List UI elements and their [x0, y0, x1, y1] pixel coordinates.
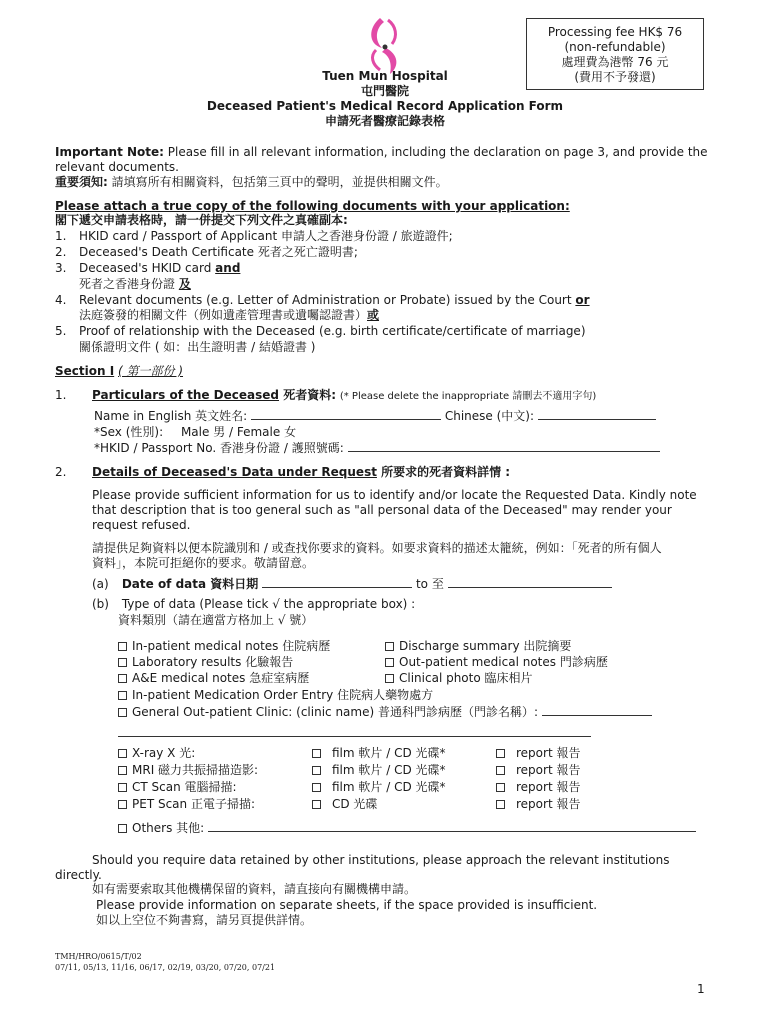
imaging-report-pet[interactable] — [496, 796, 580, 812]
hospital-name-zh: 屯門醫院 — [360, 84, 409, 98]
sex-label: *Sex (性別): — [94, 425, 164, 439]
imaging-film-xray[interactable] — [312, 745, 446, 761]
form-title-zh: 申請死者醫療記錄表格 — [324, 114, 445, 128]
imaging-film-label: film 軟片 / CD 光碟* — [332, 780, 446, 794]
closing-line-5: 如以上空位不夠書寫，請另頁提供詳情。 — [96, 913, 313, 927]
checkbox[interactable] — [118, 642, 127, 651]
type-option-label: A&E medical notes 急症室病歷 — [132, 671, 310, 685]
attach-heading-zh: 閣下遞交申請表格時，請一併提交下列文件之真確副本: — [55, 213, 348, 227]
type-option-gopc[interactable] — [118, 704, 652, 720]
attach-item-num: 5. — [55, 324, 67, 338]
checkbox[interactable] — [118, 674, 127, 683]
details-para-zh-1: 請提供足夠資料以便本院識別和 / 或查找你要求的資料。如要求資料的描述太籠統，例如：「死者的所有個人 — [92, 541, 662, 555]
section-1-label: Section I — [55, 364, 115, 378]
type-option-discharge[interactable] — [385, 638, 571, 654]
date-of-data-label: Date of data 資料日期 — [121, 577, 259, 591]
imaging-report-label: report 報告 — [516, 797, 581, 811]
name-en-label: Name in English 英文姓名: — [94, 409, 248, 423]
imaging-report-mri[interactable] — [496, 762, 580, 778]
important-note — [55, 144, 708, 160]
type-of-data-row — [92, 596, 415, 612]
type-option-outpatient[interactable] — [385, 654, 608, 670]
revision-dates: 07/11, 05/13, 11/16, 06/17, 02/19, 03/20, 07/20, 07/21 — [55, 963, 276, 972]
attach-item-text: Relevant documents (e.g. Letter of Administration or Probate) issued by the Court — [79, 293, 576, 307]
details-para-en-2: that description that is too general such as "all personal data of the Deceased" may render your — [92, 503, 672, 517]
attach-item-4 — [55, 292, 590, 308]
fee-line-3: 處理費為港幣 76 元 — [561, 55, 669, 69]
type-option-label: Out-patient medical notes 門診病歷 — [399, 655, 608, 669]
imaging-row-xray — [118, 745, 195, 761]
imaging-report-label: report 報告 — [516, 746, 581, 760]
name-en-field[interactable] — [251, 408, 441, 420]
clinic-name-field[interactable] — [542, 704, 652, 716]
details-title-en: Details of Deceased's Data under Request — [92, 465, 377, 479]
hkid-label: *HKID / Passport No. 香港身份證 / 護照號碼: — [94, 441, 344, 455]
fee-line-2: (non-refundable) — [564, 40, 666, 54]
attach-item-2 — [55, 244, 358, 260]
imaging-film-pet[interactable] — [312, 796, 377, 812]
closing-line-2: directly. — [55, 868, 102, 882]
imaging-label: MRI 磁力共振掃描造影: — [132, 763, 259, 777]
attach-item-text: Deceased's Death Certificate 死者之死亡證明書; — [79, 245, 358, 259]
imaging-row-pet — [118, 796, 255, 812]
attach-item-4-sub — [79, 307, 379, 323]
particulars-note: (* Please delete the inappropriate 請刪去不適用字句) — [339, 391, 597, 402]
form-code: TMH/HRO/0615/T/02 — [55, 952, 142, 961]
imaging-label: X-ray X 光: — [132, 746, 196, 760]
hkid-row — [94, 440, 660, 456]
particulars-title-zh: 死者資料: — [279, 388, 336, 402]
closing-line-1: Should you require data retained by other institutions, please approach the relevant institutions — [92, 853, 670, 867]
type-option-clinical-photo[interactable] — [385, 670, 533, 686]
checkbox[interactable] — [385, 658, 394, 667]
attach-item-conj: and — [215, 261, 241, 275]
imaging-label: PET Scan 正電子掃描: — [132, 797, 255, 811]
details-heading — [92, 464, 510, 480]
checkbox[interactable] — [118, 691, 127, 700]
important-note-zh — [55, 174, 448, 190]
imaging-label: CT Scan 電腦掃描: — [132, 780, 237, 794]
section-1-label-zh: ( 第一部份 ) — [118, 364, 184, 378]
b-label: (b) — [92, 597, 109, 611]
type-option-label: In-patient medical notes 住院病歷 — [132, 639, 331, 653]
checkbox[interactable] — [118, 749, 127, 758]
attach-item-conj: or — [575, 293, 590, 307]
imaging-report-label: report 報告 — [516, 763, 581, 777]
attach-item-1 — [55, 228, 453, 244]
checkbox[interactable] — [118, 800, 127, 809]
important-note-line-2: relevant documents. — [55, 160, 179, 174]
imaging-report-label: report 報告 — [516, 780, 581, 794]
fee-line-1: Processing fee HK$ 76 — [547, 25, 683, 39]
attach-item-5-sub: 關係證明文件 ( 如：出生證明書 / 結婚證書 ) — [79, 340, 316, 354]
important-note-zh-text: 請填寫所有相關資料，包括第三頁中的聲明，並提供相關文件。 — [107, 175, 448, 189]
chinese-name-field[interactable] — [538, 408, 656, 420]
date-of-data-row — [92, 576, 612, 592]
a-label: (a) — [92, 577, 109, 591]
type-option-label: In-patient Medication Order Entry 住院病人藥物處方 — [132, 688, 434, 702]
checkbox[interactable] — [312, 749, 321, 758]
important-note-label: Important Note: — [55, 145, 164, 159]
checkbox[interactable] — [312, 800, 321, 809]
section-1-heading — [55, 363, 183, 379]
others-field[interactable] — [208, 820, 696, 832]
imaging-film-label: CD 光碟 — [332, 797, 378, 811]
hospital-name-en: Tuen Mun Hospital — [322, 69, 448, 83]
chinese-name-label: Chinese (中文): — [444, 409, 534, 423]
checkbox[interactable] — [312, 783, 321, 792]
checkbox[interactable] — [496, 800, 505, 809]
details-para-en-3: request refused. — [92, 518, 191, 532]
type-option-ae[interactable] — [118, 670, 309, 686]
checkbox[interactable] — [385, 642, 394, 651]
details-num: 2. — [55, 465, 67, 479]
imaging-film-mri[interactable] — [312, 762, 446, 778]
closing-line-4: Please provide information on separate sheets, if the space provided is insufficient. — [96, 898, 598, 912]
type-option-label: Laboratory results 化驗報告 — [132, 655, 294, 669]
date-to-field[interactable] — [448, 576, 612, 588]
attach-item-sub-conj: 及 — [178, 277, 191, 291]
checkbox[interactable] — [496, 783, 505, 792]
type-option-label: Clinical photo 臨床相片 — [399, 671, 533, 685]
checkbox[interactable] — [496, 766, 505, 775]
attach-item-sub: 法庭簽發的相關文件（例如遺產管理書或遺囑認證書） — [79, 308, 368, 322]
checkbox[interactable] — [312, 766, 321, 775]
attach-item-3-sub — [79, 276, 191, 292]
attach-item-sub: 死者之香港身份證 — [79, 277, 179, 291]
form-title-en: Deceased Patient's Medical Record Application Form — [206, 99, 564, 113]
checkbox[interactable] — [118, 766, 127, 775]
checkbox[interactable] — [118, 783, 127, 792]
attach-item-5 — [55, 323, 586, 339]
type-option-laboratory[interactable] — [118, 654, 293, 670]
name-row — [94, 408, 656, 424]
imaging-film-ct[interactable] — [312, 779, 446, 795]
hospital-logo — [362, 14, 408, 76]
attach-item-sub-conj: 或 — [367, 308, 380, 322]
date-from-field[interactable] — [262, 576, 412, 588]
attach-item-3 — [55, 260, 240, 276]
imaging-film-label: film 軟片 / CD 光碟* — [332, 763, 446, 777]
checkbox[interactable] — [118, 824, 127, 833]
imaging-row-ct — [118, 779, 237, 795]
important-note-zh-label: 重要須知: — [55, 175, 108, 189]
page-number: 1 — [697, 982, 705, 996]
attach-item-text: HKID card / Passport of Applicant 申請人之香港身份證 / 旅遊證件; — [79, 229, 453, 243]
particulars-title-en: Particulars of the Deceased — [92, 388, 280, 402]
type-option-medication[interactable] — [118, 687, 433, 703]
type-of-data-label: Type of data (Please tick √ the appropriate box) : — [121, 597, 416, 611]
checkbox[interactable] — [118, 658, 127, 667]
attach-item-num: 3. — [55, 261, 67, 275]
particulars-num: 1. — [55, 388, 67, 402]
others-row — [118, 820, 696, 836]
fee-line-4: (費用不予發還) — [574, 70, 656, 84]
attach-item-text: Proof of relationship with the Deceased (e.g. birth certificate/certificate of marriage) — [79, 324, 586, 338]
others-label: Others 其他: — [132, 821, 205, 835]
imaging-row-mri — [118, 762, 258, 778]
sex-row — [94, 424, 296, 440]
attach-item-num: 2. — [55, 245, 67, 259]
type-option-label: General Out-patient Clinic: (clinic name) 普通科門診病歷（門診名稱）: — [132, 705, 539, 719]
imaging-report-xray[interactable] — [496, 745, 580, 761]
particulars-heading — [92, 387, 596, 405]
attach-heading-en: Please attach a true copy of the following documents with your application: — [55, 199, 570, 213]
closing-line-3: 如有需要索取其他機構保留的資料，請直接向有關機構申請。 — [92, 882, 417, 896]
checkbox[interactable] — [118, 708, 127, 717]
imaging-report-ct[interactable] — [496, 779, 580, 795]
attach-item-num: 1. — [55, 229, 67, 243]
imaging-film-label: film 軟片 / CD 光碟* — [332, 746, 446, 760]
attach-item-num: 4. — [55, 293, 67, 307]
clinic-name-continuation-line[interactable] — [118, 736, 591, 737]
type-of-data-zh: 資料類別（請在適當方格加上 √ 號） — [118, 613, 314, 627]
checkbox[interactable] — [496, 749, 505, 758]
attach-item-text: Deceased's HKID card — [79, 261, 216, 275]
details-title-zh: 所要求的死者資料詳情 : — [376, 465, 511, 479]
date-to-label: to 至 — [415, 577, 444, 591]
sex-options[interactable]: Male 男 / Female 女 — [180, 425, 297, 439]
important-note-text: Please fill in all relevant information, including the declaration on page 3, and provide the — [163, 145, 708, 159]
checkbox[interactable] — [385, 674, 394, 683]
type-option-inpatient[interactable] — [118, 638, 330, 654]
hkid-field[interactable] — [348, 440, 660, 452]
details-para-en-1: Please provide sufficient information for us to identify and/or locate the Requested Data. Kindly note — [92, 488, 697, 502]
type-option-label: Discharge summary 出院摘要 — [399, 639, 572, 653]
details-para-zh-2: 資料」，本院可拒絕你的要求。敬請留意。 — [92, 556, 315, 570]
